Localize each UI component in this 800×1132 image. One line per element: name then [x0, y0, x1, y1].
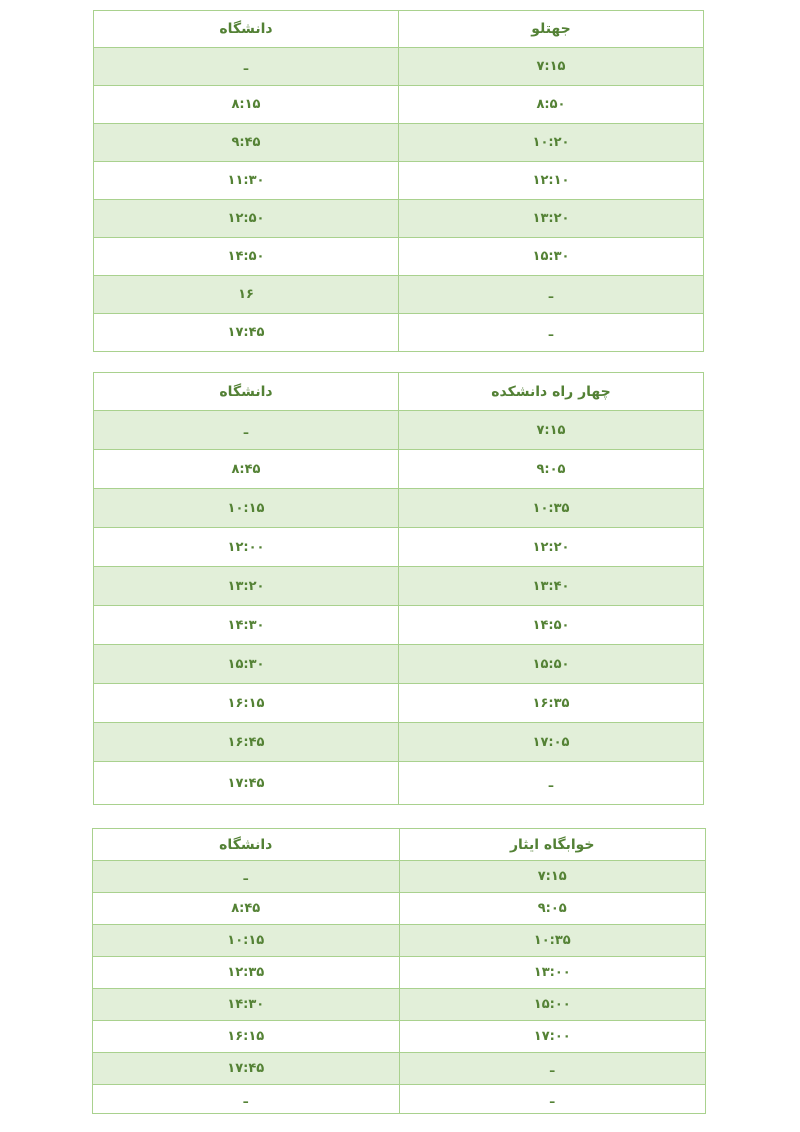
origin-time: ۷:۱۵	[399, 411, 704, 450]
destination-time: ۱۶:۴۵	[94, 723, 399, 762]
destination-time: ۱۲:۰۰	[94, 528, 399, 567]
table-row	[93, 925, 706, 957]
origin-time: ۸:۵۰	[399, 86, 704, 124]
destination-time: ۸:۴۵	[94, 450, 399, 489]
table-row	[94, 86, 704, 124]
origin-time: ۷:۱۵	[399, 861, 706, 893]
origin-time: ۱۵:۳۰	[399, 238, 704, 276]
destination-time: ۱۱:۳۰	[94, 162, 399, 200]
table-header-row	[93, 829, 706, 861]
destination-time: ۱۵:۳۰	[94, 645, 399, 684]
table-row	[94, 314, 704, 352]
origin-time: ۱۰:۳۵	[399, 489, 704, 528]
origin-time: ۱۳:۴۰	[399, 567, 704, 606]
origin-time: ۹:۰۵	[399, 893, 706, 925]
destination-time: ۹:۴۵	[94, 124, 399, 162]
origin-time: ۱۴:۵۰	[399, 606, 704, 645]
table-row	[93, 861, 706, 893]
origin-time: ـ	[399, 1053, 706, 1085]
destination-time: ۱۷:۴۵	[94, 314, 399, 352]
origin-time: ـ	[399, 1085, 706, 1114]
destination-time: ۱۰:۱۵	[94, 489, 399, 528]
table-row	[94, 200, 704, 238]
origin-time: ۱۳:۲۰	[399, 200, 704, 238]
origin-header: جهتلو	[399, 11, 704, 48]
schedule-table-jahatlu	[93, 10, 704, 352]
origin-time: ۱۷:۰۵	[399, 723, 704, 762]
destination-header: دانشگاه	[94, 373, 399, 411]
table-row	[93, 1085, 706, 1114]
destination-time: ۸:۱۵	[94, 86, 399, 124]
table-row	[93, 1021, 706, 1053]
destination-time: ۱۰:۱۵	[93, 925, 400, 957]
table-row	[94, 48, 704, 86]
table-row	[93, 957, 706, 989]
origin-header: چهار راه دانشکده	[399, 373, 704, 411]
origin-time: ۱۶:۳۵	[399, 684, 704, 723]
origin-time: ۹:۰۵	[399, 450, 704, 489]
table-row	[94, 762, 704, 805]
destination-header: دانشگاه	[94, 11, 399, 48]
destination-time: ۱۷:۴۵	[93, 1053, 400, 1085]
table-row	[94, 723, 704, 762]
schedule-table-chahar-rah-daneshkadeh	[93, 372, 704, 805]
table-row	[94, 606, 704, 645]
origin-time: ۱۲:۱۰	[399, 162, 704, 200]
table-row	[93, 989, 706, 1021]
table-row	[93, 1053, 706, 1085]
origin-time: ۱۷:۰۰	[399, 1021, 706, 1053]
table-row	[94, 124, 704, 162]
origin-time: ۱۵:۵۰	[399, 645, 704, 684]
origin-time: ۱۰:۳۵	[399, 925, 706, 957]
destination-time: ۱۴:۳۰	[93, 989, 400, 1021]
table-row	[93, 893, 706, 925]
table-row	[94, 162, 704, 200]
table-row	[94, 276, 704, 314]
origin-time: ۱۰:۲۰	[399, 124, 704, 162]
destination-time: ۱۶	[94, 276, 399, 314]
table-header-row	[94, 373, 704, 411]
table-row	[94, 489, 704, 528]
table-row	[94, 450, 704, 489]
origin-time: ۱۲:۲۰	[399, 528, 704, 567]
origin-time: ۱۵:۰۰	[399, 989, 706, 1021]
table-row	[94, 684, 704, 723]
destination-time: ۱۲:۳۵	[93, 957, 400, 989]
table-row	[94, 411, 704, 450]
destination-time: ۱۷:۴۵	[94, 762, 399, 805]
destination-time: ـ	[93, 861, 400, 893]
table-row	[94, 528, 704, 567]
origin-header: خوابگاه ایثار	[399, 829, 706, 861]
origin-time: ـ	[399, 762, 704, 805]
destination-time: ـ	[94, 48, 399, 86]
schedule-table-khabgah-isar	[92, 828, 706, 1114]
origin-time: ـ	[399, 276, 704, 314]
destination-time: ۱۳:۲۰	[94, 567, 399, 606]
destination-time: ۱۴:۵۰	[94, 238, 399, 276]
destination-header: دانشگاه	[93, 829, 400, 861]
destination-time: ۱۴:۳۰	[94, 606, 399, 645]
destination-time: ۱۶:۱۵	[93, 1021, 400, 1053]
destination-time: ـ	[93, 1085, 400, 1114]
destination-time: ـ	[94, 411, 399, 450]
destination-time: ۱۶:۱۵	[94, 684, 399, 723]
table-header-row	[94, 11, 704, 48]
destination-time: ۱۲:۵۰	[94, 200, 399, 238]
origin-time: ۷:۱۵	[399, 48, 704, 86]
origin-time: ۱۳:۰۰	[399, 957, 706, 989]
origin-time: ـ	[399, 314, 704, 352]
table-row	[94, 645, 704, 684]
table-row	[94, 567, 704, 606]
destination-time: ۸:۴۵	[93, 893, 400, 925]
table-row	[94, 238, 704, 276]
